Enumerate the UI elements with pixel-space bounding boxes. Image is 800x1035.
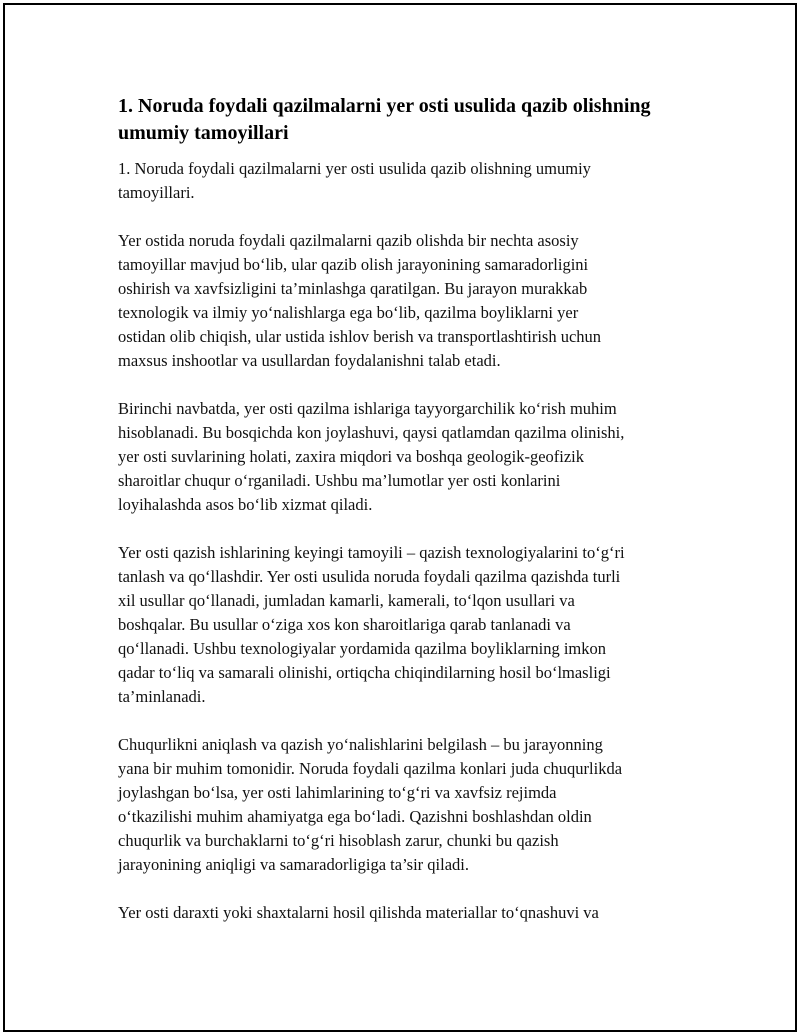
title-line: 1. Noruda foydali qazilmalarni yer osti usulida qazib olishning <box>118 95 651 117</box>
text-line: oshirish va xavfsizligini ta’minlashga qaratilgan. Bu jarayon murakkab <box>118 279 588 298</box>
text-line: sharoitlar chuqur o‘rganiladi. Ushbu ma’lumotlar yer osti konlarini <box>118 471 561 490</box>
text-line: o‘tkazilishi muhim ahamiyatga ega bo‘ladi. Qazishni boshlashdan oldin <box>118 807 592 826</box>
text-line: joylashgan bo‘lsa, yer osti lahimlarining to‘g‘ri va xavfsiz rejimda <box>118 783 557 802</box>
text-line: Birinchi navbatda, yer osti qazilma ishlariga tayyorgarchilik ko‘rish muhim <box>118 399 617 418</box>
text-line: tamoyillar mavjud bo‘lib, ular qazib olish jarayonining samaradorligini <box>118 255 589 274</box>
text-line: Chuqurlikni aniqlash va qazish yo‘nalishlarini belgilash – bu jarayonning <box>118 735 603 754</box>
text-line: chuqurlik va burchaklarni to‘g‘ri hisoblash zarur, chunki bu qazish <box>118 831 559 850</box>
text-line: jarayonining aniqligi va samaradorligiga ta’sir qiladi. <box>118 855 469 874</box>
paragraph-depth <box>118 733 688 877</box>
text-line: hisoblanadi. Bu bosqichda kon joylashuvi, qaysi qatlamdan qazilma olinishi, <box>118 423 625 442</box>
text-line: Yer ostida noruda foydali qazilmalarni qazib olishda bir nechta asosiy <box>118 231 579 250</box>
paragraph-preparation <box>118 397 688 517</box>
text-line: tanlash va qo‘llashdir. Yer osti usulida noruda foydali qazilma qazishda turli <box>118 567 621 586</box>
text-line: Yer osti qazish ishlarining keyingi tamoyili – qazish texnologiyalarini to‘g‘ri <box>118 543 625 562</box>
text-line: maxsus inshootlar va usullardan foydalanishni talab etadi. <box>118 351 501 370</box>
text-line: yana bir muhim tomonidir. Noruda foydali qazilma konlari juda chuqurlikda <box>118 759 623 778</box>
text-line: tamoyillari. <box>118 183 195 202</box>
text-line: qadar to‘liq va samarali olinishi, ortiqcha chiqindilarning hosil bo‘lmasligi <box>118 663 611 682</box>
text-line: ta’minlanadi. <box>118 687 206 706</box>
paragraph-principles <box>118 229 688 373</box>
document-body <box>118 93 688 949</box>
text-line: yer osti suvlarining holati, zaxira miqdori va boshqa geologik-geofizik <box>118 447 585 466</box>
document-title <box>118 93 688 147</box>
text-line: boshqalar. Bu usullar o‘ziga xos kon sharoitlariga qarab tanlanadi va <box>118 615 571 634</box>
title-line: umumiy tamoyillari <box>118 122 289 144</box>
text-line: texnologik va ilmiy yo‘nalishlarga ega bo‘lib, qazilma boyliklarni yer <box>118 303 579 322</box>
paragraph-technology <box>118 541 688 709</box>
text-line: ostidan olib chiqish, ular ustida ishlov berish va transportlashtirish uchun <box>118 327 602 346</box>
paragraph-shafts <box>118 901 688 925</box>
text-line: qo‘llanadi. Ushbu texnologiyalar yordamida qazilma boyliklarning imkon <box>118 639 607 658</box>
text-line: xil usullar qo‘llanadi, jumladan kamarli, kamerali, to‘lqon usullari va <box>118 591 575 610</box>
text-line: 1. Noruda foydali qazilmalarni yer osti usulida qazib olishning umumiy <box>118 159 591 178</box>
text-line: Yer osti daraxti yoki shaxtalarni hosil qilishda materiallar to‘qnashuvi va <box>118 903 599 922</box>
text-line: loyihalashda asos bo‘lib xizmat qiladi. <box>118 495 373 514</box>
paragraph-intro <box>118 157 688 205</box>
